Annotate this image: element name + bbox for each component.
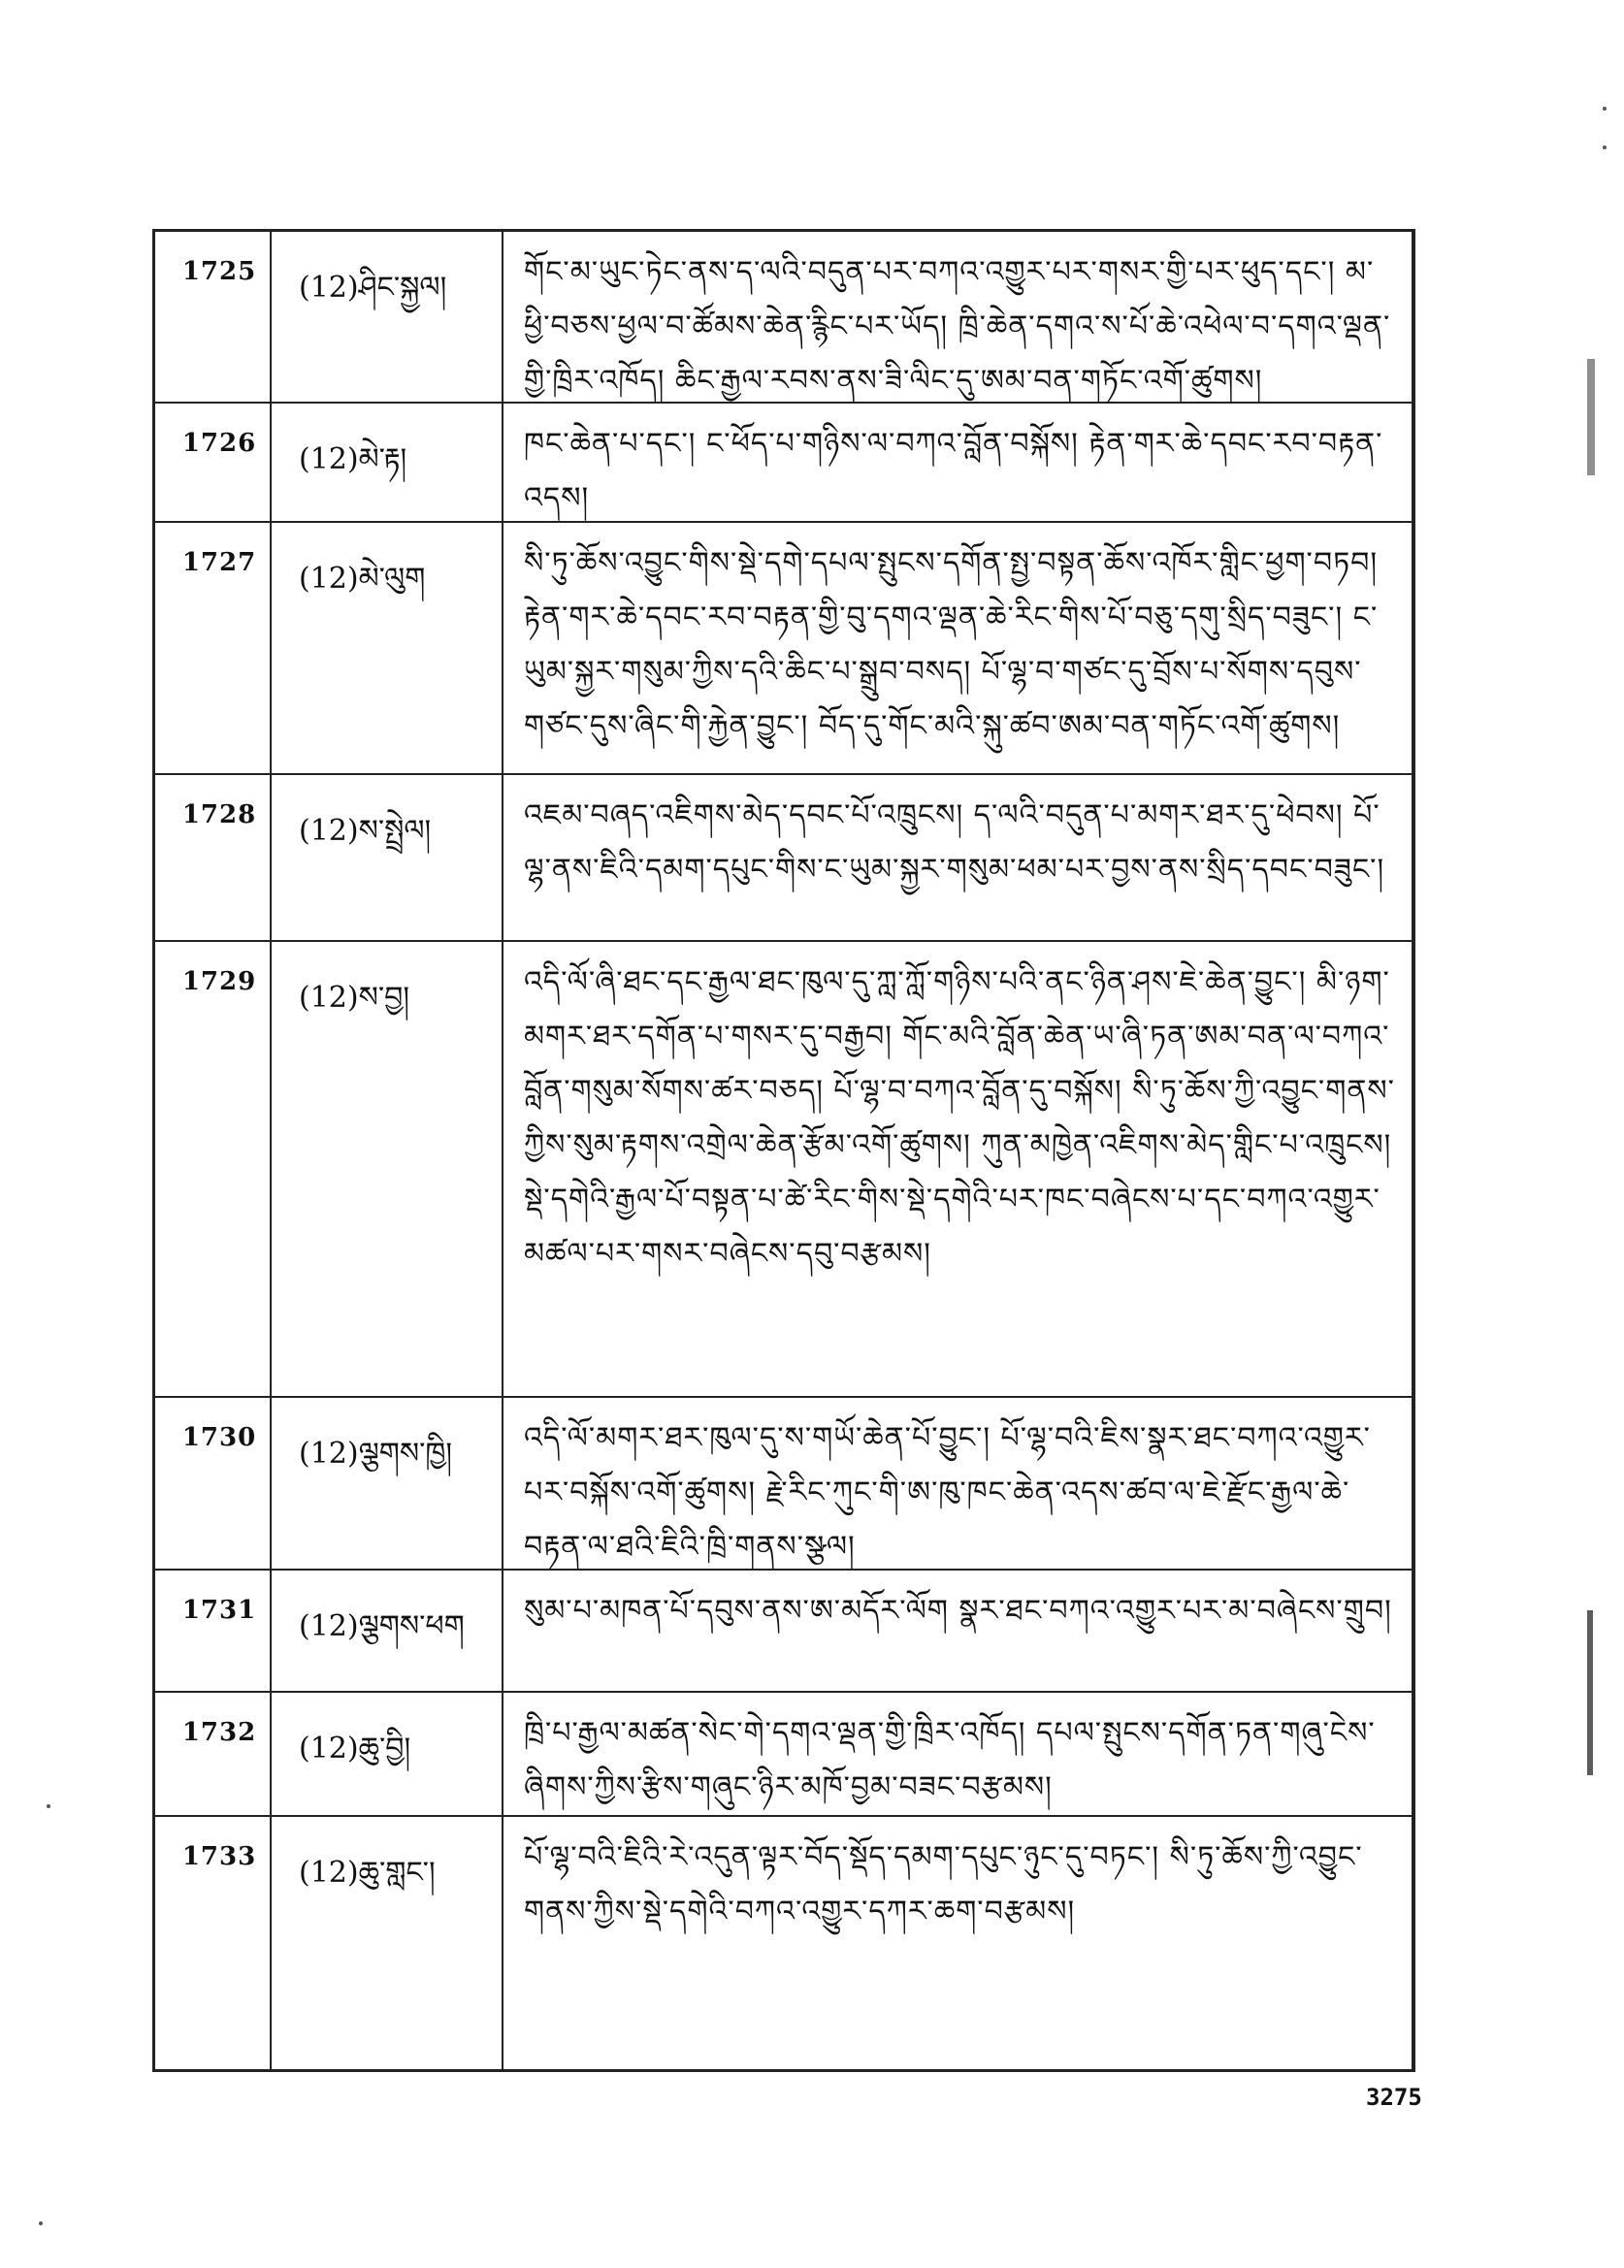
column-divider (270, 942, 272, 1396)
year-number: 1725 (181, 257, 257, 286)
year-term: (12)ས་སྤྲེལ། (299, 814, 432, 848)
table-row (155, 942, 1412, 1398)
year-term: (12)ཆུ་བྱི། (299, 1732, 411, 1766)
year-number: 1732 (181, 1718, 257, 1747)
scan-speck (1603, 146, 1607, 149)
table-row (155, 232, 1412, 404)
event-description: སི་ཏུ་ཆོས་འབྱུང་གིས་སྡེ་དགེ་དཔལ་སྤུངས་དགོན་སྤྱ་བསྟན་ཆོས་འཁོར་གླིང་ཕྱག་བཏབ། རྟེན་གར་ཆེ་དབང་རབ་བརྟན་གྱི་བུ་དགའ་ལྡན་ཆེ་རིང་གིས་པོ་བཅུ་དགུ་སྲིད་བཟུང་། ང་ཡུམ་སྐྱར་གསུམ་ཀྱིས་དའི་ཆིང་པ་སྒྲུབ་བསད། པོ་ལྷ་བ་གཙང་དུ་བྲོས་པ་སོགས་དབུས་གཙང་དུས་ཞིང་གི་རྐྱེན་བྱུང་། བོད་དུ་གོང་མའི་སྐུ་ཚབ་ཨམ་བན་གཏོང་འགོ་ཚུགས། (524, 546, 1379, 743)
event-description: འཇམ་བཞད་འཇིགས་མེད་དབང་པོ་འཁྲུངས། ད་ལའི་བདུན་པ་མགར་ཐར་དུ་ཕེབས། པོ་ལྷ་ནས་ཇིའི་དམག་དཔུང་གིས་ང་ཡུམ་སྐྱར་གསུམ་ཕམ་པར་བྱས་ནས་སྲིད་དབང་བཟུང་། (524, 798, 1385, 887)
scan-speck (1603, 107, 1607, 111)
scan-edge-mark (1587, 1610, 1593, 1775)
event-description: འདི་ལོ་ཞི་ཐང་དང་རྒྱལ་ཐང་ཁུལ་དུ་ཀླ་ཀློ་གཉིས་པའི་ནང་ཉིན་ཤས་ཇེ་ཆེན་བྱུང་། མི་ཉག་མགར་ཐར་དགོན་པ་གསར་དུ་བརྒྱབ། གོང་མའི་བློན་ཆེན་ཡ་ཞི་ཏན་ཨམ་བན་ལ་བཀའ་བློན་གསུམ་སོགས་ཚར་བཅད། པོ་ལྷ་བ་བཀའ་བློན་དུ་བསྐོས། སི་ཏུ་ཆོས་ཀྱི་འབྱུང་གནས་ཀྱིས་སུམ་རྟགས་འགྲེལ་ཆེན་རྩོམ་འགོ་ཚུགས། ཀུན་མཁྱེན་འཇིགས་མེད་གླིང་པ་འཁྲུངས། སྡེ་དགེའི་རྒྱལ་པོ་བསྟན་པ་ཚེ་རིང་གིས་སྡེ་དགེའི་པར་ཁང་བཞེངས་པ་དང་བཀའ་འགྱུར་མཚལ་པར་གསར་བཞེངས་དབུ་བརྩམས། (524, 965, 1395, 1271)
table-row (155, 1693, 1412, 1817)
table-row (155, 1571, 1412, 1693)
year-term: (12)མེ་ལུག (299, 562, 426, 596)
event-description: སུམ་པ་མཁན་པོ་དབུས་ནས་ཨ་མདོར་ལོག སྣར་ཐང་བཀའ་འགྱུར་པར་མ་བཞེངས་གྲུབ། (524, 1594, 1392, 1628)
column-divider (270, 404, 272, 521)
page-number: 3275 (1366, 2084, 1422, 2111)
year-number: 1728 (181, 800, 257, 829)
scan-speck (47, 1804, 50, 1808)
year-number: 1731 (181, 1596, 257, 1625)
year-number: 1733 (181, 1842, 257, 1871)
event-description: ཁྲི་པ་རྒྱལ་མཚན་སེང་གེ་དགའ་ལྡན་གྱི་ཁྲིར་འཁོད། དཔལ་སྤུངས་དགོན་ཏན་གཞུ་ངེས་ཞིགས་ཀྱིས་རྩིས་གཞུང་ཉིར་མཁོ་བྱམ་བཟང་བརྩམས། (524, 1716, 1376, 1804)
year-term: (12)ཆུ་གླང་། (299, 1856, 436, 1890)
table-row (155, 1817, 1412, 2069)
chronology-table (152, 229, 1415, 2072)
column-divider (270, 1693, 272, 1815)
table-row (155, 523, 1412, 775)
year-term: (12)ལྕགས་ཕག (299, 1609, 465, 1643)
year-term: (12)ས་བྱ། (299, 981, 410, 1015)
year-number: 1726 (181, 429, 257, 458)
column-divider (270, 1571, 272, 1691)
table-row (155, 775, 1412, 942)
table-row (155, 404, 1412, 523)
event-description: ཁང་ཆེན་པ་དང་། ང་ཕོད་པ་གཉིས་ལ་བཀའ་བློན་བསྐོས། རྟེན་གར་ཆེ་དབང་རབ་བརྟན་འདས། (524, 427, 1383, 515)
event-description: པོ་ལྷ་བའི་ཇིའི་རེ་འདུན་ལྟར་བོད་སྡོད་དམག་དཔུང་ཉུང་དུ་བཏང་། སི་ཏུ་ཆོས་ཀྱི་འབྱུང་གནས་ཀྱིས་སྡེ་དགེའི་བཀའ་འགྱུར་དཀར་ཆག་བརྩམས། (524, 1840, 1363, 1928)
event-description: འདི་ལོ་མགར་ཐར་ཁུལ་དུ་ས་གཡོ་ཆེན་པོ་བྱུང་། པོ་ལྷ་བའི་ཇིས་སྣར་ཐང་བཀའ་འགྱུར་པར་བསྐོས་འགོ་ཚུགས། རྗེ་རིང་ཀུང་གི་ཨ་ཁུ་ཁང་ཆེན་འདས་ཚབ་ལ་ཇེ་རྫོང་རྒྱལ་ཆེ་བརྟན་ལ་ཐའི་ཇིའི་ཁྲི་གནས་སྩལ། (524, 1421, 1371, 1564)
year-term: (12)ཤིང་སྐྱལ། (299, 271, 447, 305)
scan-speck (39, 2221, 43, 2225)
table-row (155, 1398, 1412, 1571)
year-term: (12)ལྕགས་ཁྱི། (299, 1437, 453, 1471)
scan-edge-mark (1587, 359, 1595, 475)
year-term: (12)མེ་རྟ། (299, 442, 407, 476)
year-number: 1729 (181, 967, 257, 996)
year-number: 1727 (181, 548, 257, 577)
year-number: 1730 (181, 1423, 257, 1452)
event-description: གོང་མ་ཡུང་ཏེང་ནས་ད་ལའི་བདུན་པར་བཀའ་འགྱུར་པར་གསར་གྱི་པར་ཕུད་དང་། མ་ཕྱི་བཅས་ཕྱལ་བ་ཚོམས་ཆེན་རྙིང་པར་ཡོད། ཁྲི་ཆེན་དགའ་ས་པོ་ཆེ་འཕེལ་བ་དགའ་ལྡན་གྱི་ཁྲིར་འཁོད། ཆིང་རྒྱལ་རབས་ནས་ཟི་ལིང་དུ་ཨམ་བན་གཏོང་འགོ་ཚུགས། (524, 255, 1391, 398)
